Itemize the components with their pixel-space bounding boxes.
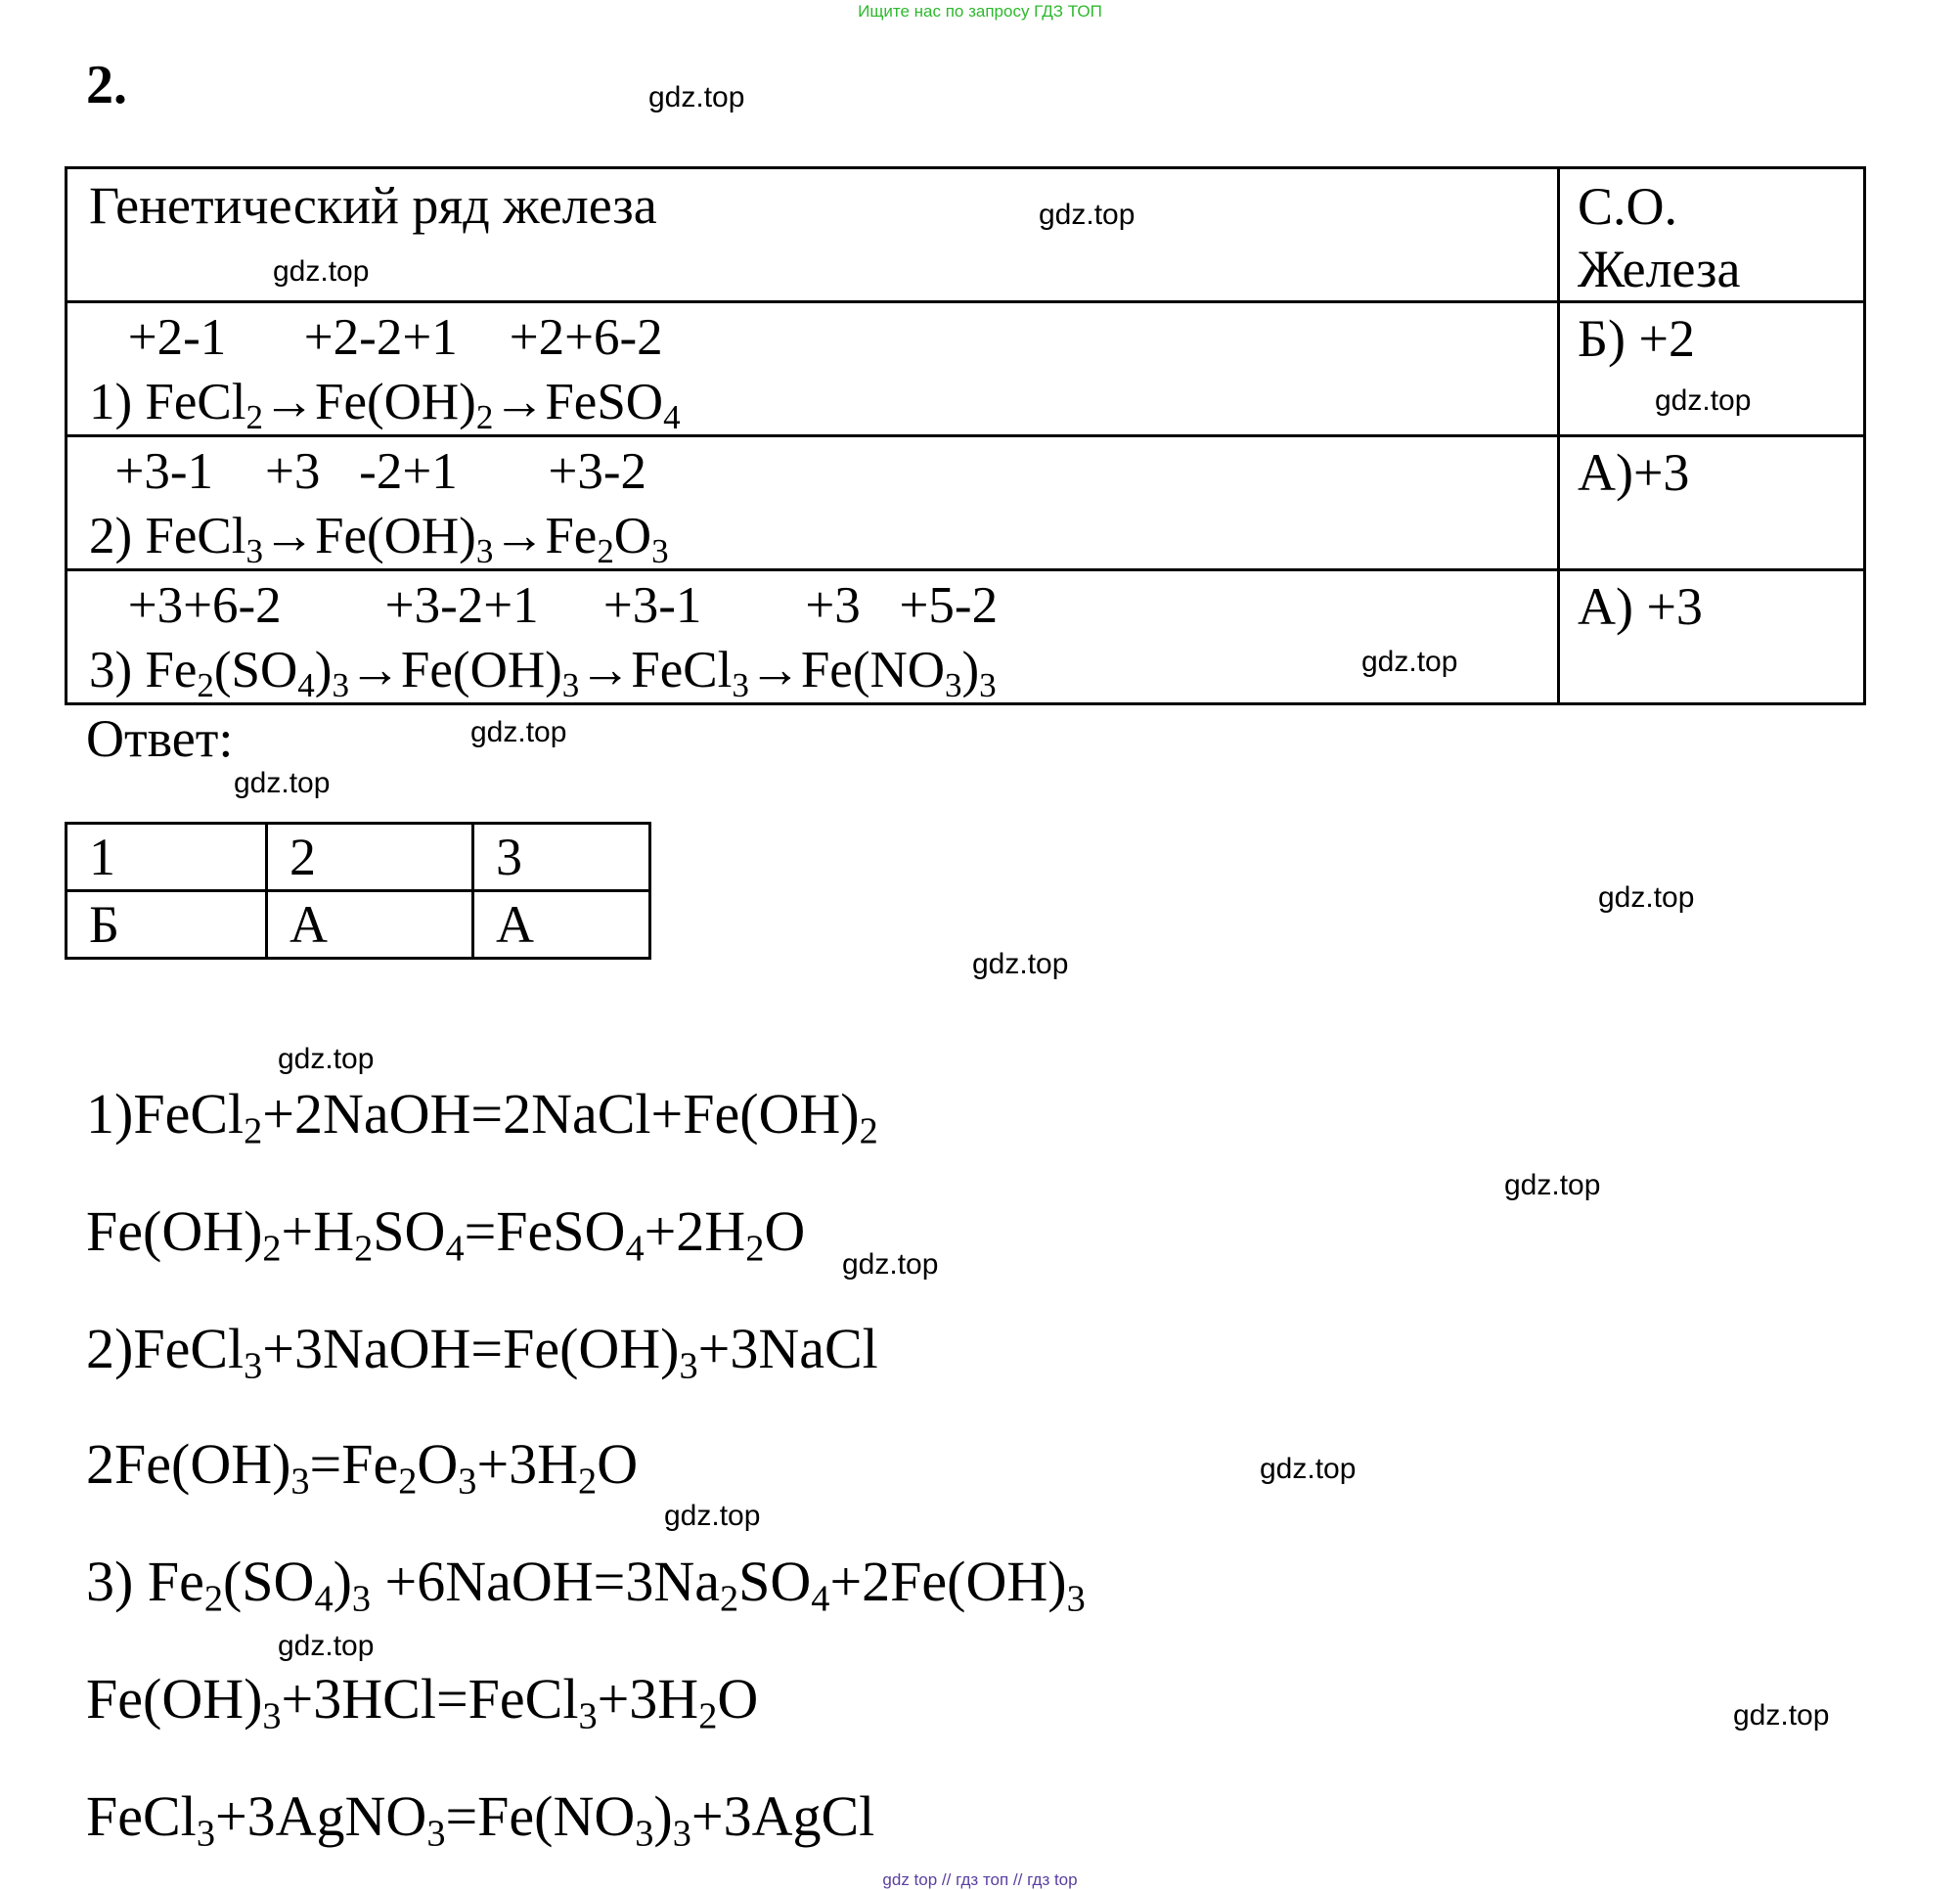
formula-subscript: 3: [458, 1461, 477, 1503]
series-cell: [67, 570, 1559, 704]
equation-prefix: 2): [89, 508, 146, 564]
answer-letter: А: [473, 891, 650, 959]
formula-subscript: 2: [578, 1461, 598, 1503]
answer-cell: [1559, 570, 1865, 704]
watermark: gdz.top: [278, 1630, 375, 1662]
formula-subscript: 3: [290, 1461, 310, 1503]
header-left: Генетический ряд железа: [89, 176, 657, 235]
formula-subscript: 3: [679, 1345, 698, 1387]
genetic-series-table: [65, 166, 1866, 705]
watermark: gdz.top: [1361, 646, 1458, 678]
formula-text: 2Fe(OH): [86, 1432, 291, 1496]
oxidation-states: +3-1 +3 -2+1 +3-2: [89, 443, 647, 500]
answer-letter: А: [267, 891, 473, 959]
formula-subscript: 3: [979, 665, 997, 704]
formula-subscript: 3: [262, 1695, 282, 1737]
formula-text: =Fe: [309, 1432, 399, 1496]
formula-subscript: 2: [475, 397, 494, 436]
oxidation-answer: А) +3: [1578, 577, 1703, 636]
oxidation-states: +3+6-2 +3-2+1 +3-1 +3 +5-2: [89, 577, 999, 634]
oxidation-answer: А)+3: [1578, 443, 1690, 502]
formula-text: O: [764, 1199, 806, 1263]
formula-text: ): [333, 1550, 352, 1613]
formula-subscript: 4: [445, 1228, 465, 1270]
formula-subscript: 2: [244, 1110, 263, 1152]
watermark: gdz.top: [273, 255, 370, 288]
formula-subscript: 3: [945, 665, 962, 704]
answer-letter: Б: [67, 891, 267, 959]
watermark: gdz.top: [234, 767, 331, 799]
formula-subscript: 2: [720, 1578, 739, 1620]
formula-subscript: 2: [745, 1228, 765, 1270]
formula-text: →Fe: [493, 508, 598, 564]
formula-text: +H: [281, 1199, 355, 1263]
formula-subscript: 3: [332, 665, 349, 704]
formula-text: +3H: [476, 1432, 579, 1496]
formula-text: ): [961, 642, 980, 698]
formula-text: 3) Fe: [86, 1550, 204, 1613]
formula-text: +3AgCl: [690, 1784, 875, 1848]
formula-text: →Fe(OH): [262, 374, 476, 430]
formula-subscript: 3: [672, 1813, 691, 1855]
oxidation-states: +2-1 +2-2+1 +2+6-2: [89, 309, 663, 366]
formula-text: +6NaOH=3Na: [371, 1550, 720, 1613]
formula-subscript: 3: [426, 1813, 446, 1855]
formula-text: 1)FeCl: [86, 1082, 245, 1146]
reaction-equation: [86, 1666, 759, 1737]
formula-subscript: 3: [1066, 1578, 1086, 1620]
reaction-equation: [86, 1431, 639, 1503]
reaction-equation: [86, 1316, 878, 1387]
formula-subscript: 2: [262, 1228, 282, 1270]
answer-letters-row: [67, 891, 650, 959]
formula-text: O: [613, 508, 652, 564]
reaction-equation: [86, 1549, 1086, 1620]
table-row: [67, 570, 1865, 704]
table-row: [67, 436, 1865, 570]
equation-prefix: 1): [89, 374, 146, 430]
formula-subscript: 2: [245, 397, 263, 436]
formula-subscript: 3: [244, 1345, 263, 1387]
watermark: gdz.top: [648, 81, 745, 113]
formula-text: FeCl: [145, 508, 246, 564]
formula-subscript: 3: [651, 531, 669, 570]
formula-subscript: 4: [314, 1578, 334, 1620]
formula-text: SO: [373, 1199, 446, 1263]
formula-text: +2NaOH=2NaCl+Fe(OH): [262, 1082, 860, 1146]
watermark: gdz.top: [1260, 1453, 1357, 1485]
header-right-line1: С.О.: [1578, 177, 1678, 236]
answer-label: Ответ:: [86, 709, 234, 768]
formula-text: +3AgNO: [214, 1784, 427, 1848]
watermark: gdz.top: [1039, 199, 1136, 231]
formula-text: SO: [738, 1550, 812, 1613]
formula-text: =FeSO: [464, 1199, 626, 1263]
watermark: gdz.top: [842, 1248, 939, 1281]
answer-number: 1: [67, 824, 267, 891]
formula-subscript: 3: [732, 665, 749, 704]
formula-subscript: 3: [578, 1695, 598, 1737]
watermark: gdz.top: [972, 948, 1069, 980]
formula-text: +2H: [644, 1199, 746, 1263]
formula-text: →Fe(OH): [262, 508, 476, 564]
formula-text: (SO: [213, 642, 298, 698]
formula-subscript: 2: [398, 1461, 418, 1503]
formula-subscript: 3: [245, 531, 263, 570]
watermark: gdz.top: [1733, 1699, 1830, 1732]
formula-subscript: 3: [635, 1813, 654, 1855]
watermark: gdz.top: [1655, 384, 1752, 417]
formula-subscript: 4: [625, 1228, 645, 1270]
formula-text: +3HCl=FeCl: [281, 1667, 579, 1731]
formula-text: ): [653, 1784, 673, 1848]
formula-text: +3NaCl: [697, 1317, 878, 1380]
formula-subscript: 2: [354, 1228, 374, 1270]
formula-text: ): [314, 642, 333, 698]
formula-subscript: 2: [859, 1110, 878, 1152]
formula-text: Fe: [145, 642, 198, 698]
reaction-equation: [86, 1198, 806, 1270]
formula-text: Fe(OH): [86, 1199, 263, 1263]
formula-subscript: 3: [561, 665, 580, 704]
formula-subscript: 2: [197, 665, 214, 704]
task-number: 2.: [86, 55, 127, 115]
formula-text: FeCl: [86, 1784, 197, 1848]
formula-text: 2)FeCl: [86, 1317, 245, 1380]
formula-text: →FeCl: [579, 642, 733, 698]
formula-text: +2Fe(OH): [829, 1550, 1067, 1613]
reaction-equation: [86, 1783, 875, 1855]
formula-text: +3NaOH=Fe(OH): [262, 1317, 680, 1380]
formula-subscript: 2: [698, 1695, 718, 1737]
footer-links: gdz top // гдз топ // гдз top: [882, 1870, 1078, 1889]
reaction-equation: [86, 1081, 878, 1152]
answer-number: 2: [267, 824, 473, 891]
answer-cell: [1559, 436, 1865, 570]
header-right-cell: [1559, 168, 1865, 302]
table-row: [67, 302, 1865, 436]
watermark: gdz.top: [1504, 1169, 1601, 1201]
formula-subscript: 4: [811, 1578, 830, 1620]
series-equation: [89, 638, 1557, 702]
formula-text: →Fe(OH): [348, 642, 562, 698]
series-equation: [89, 504, 1557, 568]
answer-table: [65, 822, 651, 960]
formula-subscript: 3: [196, 1813, 215, 1855]
answer-numbers-row: [67, 824, 650, 891]
formula-text: =Fe(NO: [445, 1784, 636, 1848]
watermark: gdz.top: [278, 1043, 375, 1075]
formula-subscript: 4: [663, 397, 681, 436]
oxidation-answer: Б) +2: [1578, 309, 1695, 368]
formula-text: →FeSO: [493, 374, 664, 430]
top-hint: Ищите нас по запросу ГДЗ ТОП: [858, 2, 1102, 21]
formula-text: →Fe(NO: [748, 642, 946, 698]
formula-text: O: [597, 1432, 639, 1496]
formula-subscript: 2: [203, 1578, 223, 1620]
formula-text: O: [417, 1432, 459, 1496]
formula-subscript: 3: [475, 531, 494, 570]
equation-prefix: 3): [89, 642, 146, 698]
formula-subscript: 3: [351, 1578, 372, 1620]
formula-subscript: 4: [297, 665, 315, 704]
formula-subscript: 2: [597, 531, 614, 570]
formula-text: O: [717, 1667, 759, 1731]
series-cell: [67, 436, 1559, 570]
formula-text: Fe(OH): [86, 1667, 263, 1731]
series-cell: [67, 302, 1559, 436]
formula-text: +3H: [597, 1667, 699, 1731]
watermark: gdz.top: [664, 1500, 761, 1532]
answer-number: 3: [473, 824, 650, 891]
formula-text: (SO: [222, 1550, 315, 1613]
watermark: gdz.top: [1598, 881, 1695, 914]
series-equation: [89, 370, 1557, 434]
watermark: gdz.top: [470, 716, 567, 748]
formula-text: FeCl: [145, 374, 246, 430]
header-right-line2: Железа: [1578, 240, 1741, 298]
